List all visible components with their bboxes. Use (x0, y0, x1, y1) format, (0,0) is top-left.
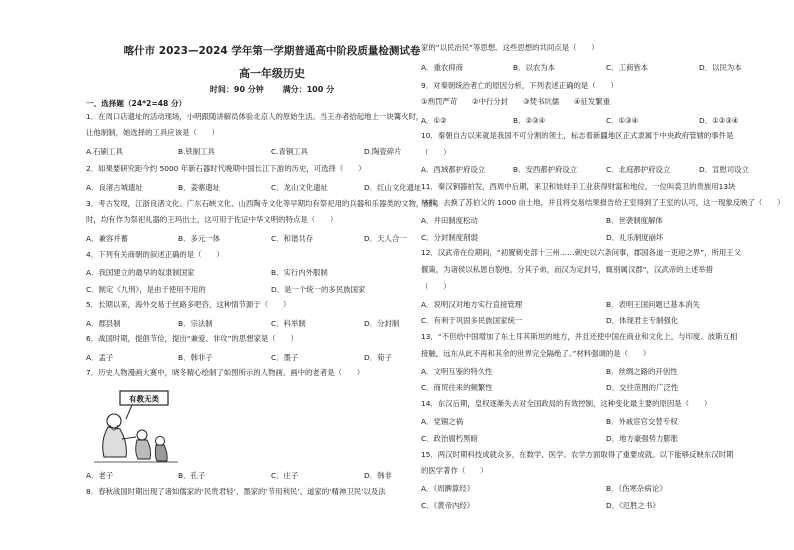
question-8-stem: 8．春秋战国时期出现了诸如儒家的‘民贵君轻’、墨家的‘节用利民’、道家的‘精神卫民’以及法 (86, 487, 386, 496)
question-9-items: ①刑罚严苛 ②中行分封 ③焚书坑儒 ④征发繁重 (421, 97, 611, 106)
question-11-stem: 林料，去换了苏伯父的 1000 亩土地，并且将交易结果报告给王室得到了王室的认可，这一现象反映了（ ） (421, 198, 785, 207)
question-9-option[interactable]: A．①② (421, 116, 447, 125)
question-2-option[interactable]: B．姜寨遗址 (178, 183, 221, 192)
question-11-option[interactable]: A．井田制度松动 (421, 216, 478, 225)
question-7-option[interactable]: C．庄子 (271, 471, 299, 480)
question-6-option[interactable]: C．墨子 (271, 353, 299, 362)
question-10-stem: （ ） (421, 148, 451, 157)
question-8-option[interactable]: C．工商皆本 (606, 63, 649, 72)
question-14-option[interactable]: A．党锢之祸 (421, 417, 464, 426)
question-2-option[interactable]: C．龙山文化遗址 (271, 183, 328, 192)
question-4-stem: 4．下列有关商朝的叙述正确的是（ ） (86, 250, 224, 259)
question-12-option[interactable]: B．表明王国问题已基本消失 (606, 300, 700, 309)
question-3-stem: 3．考古发现，江浙良渚文化、广东石峡文化、山西陶寺文化等早期均有祭祀用的兵器和乐器类的文物，而同 (86, 199, 439, 208)
question-10-option[interactable]: A．西域都护府设立 (421, 165, 486, 174)
section-heading: 一、选择题（24*2=48 分） (86, 99, 187, 108)
question-15-option[interactable]: C．《黄帝内经》 (421, 501, 475, 510)
exam-time: 时间：90 分钟 (209, 85, 264, 94)
cartoon-banner-text: 有教无类 (129, 394, 159, 404)
question-5-option[interactable]: C．科举制 (271, 319, 306, 328)
question-5-option[interactable]: D．分封制 (364, 319, 400, 328)
question-15-stem: 15．两汉时期科技成就众多，在数学、医学、农学方面取得了重要成就。以下能够反映东汉时期 (421, 450, 734, 459)
question-12-option[interactable]: C．有利于巩固多民族国家统一 (421, 316, 523, 325)
question-13-option[interactable]: D．交往范围的广泛性 (606, 383, 679, 392)
question-14-option[interactable]: D．地方豪强势力膨胀 (606, 434, 679, 443)
question-15-option[interactable]: D．《氾胜之书》 (606, 501, 660, 510)
question-9-stem: 9．对秦朝统治者亡的原因分析，下列表述正确的是（ ） (421, 81, 618, 90)
exam-meta (86, 84, 458, 95)
question-1-stem: 让他制制，她选择的工具应该是（ ） (86, 128, 220, 137)
question-3-option[interactable]: B．多元一体 (178, 234, 221, 243)
question-2-option[interactable]: A．良渚古城遗址 (86, 183, 143, 192)
question-8-option[interactable]: B．以农为本 (513, 63, 556, 72)
question-13-stem: 13．“不但给中国增加了东土耳其斯坦的地方，并且还使中国在商业和文化上，与印度、波斯互相 (421, 332, 738, 341)
question-14-stem: 14．东汉后期，皇权逐渐失去对全国政局的有效控制，这种变化最主要的原因是（ ） (421, 399, 712, 408)
question-15-option[interactable]: B．《伤寒杂病论》 (606, 484, 667, 493)
question-13-option[interactable]: C．商贸往来的频繁性 (421, 383, 493, 392)
exam-subtitle: 高一年级历史 (239, 67, 305, 80)
question-6-option[interactable]: A．孟子 (86, 353, 114, 362)
question-8-stem: 家的“以民治民”等思想。这些思想的共同点是（ ） (421, 43, 599, 52)
question-3-option[interactable]: C．和谐共存 (271, 234, 314, 243)
question-11-stem: 11．秦汉铜器拍发，西周中后期，来卫和娃娃手工业获得财富和地位，一位叫裘卫的贵族用13块 (421, 182, 736, 191)
question-1-option[interactable]: A.石刷工具 (86, 147, 123, 156)
question-12-option[interactable]: D．体现君主专制强化 (606, 316, 679, 325)
question-7-option[interactable]: D．韩非 (364, 471, 392, 480)
question-3-stem: 时，均有作为祭祀礼器的王玛出土，这可用于佐证中华文明的特点是（ ） (86, 215, 338, 224)
question-2-stem: 2．如果要研究距今约 5000 年新石器时代晚期中国长江下游的历史，可选择（ ） (86, 164, 366, 173)
question-1-option[interactable]: C.青铜工具 (271, 147, 309, 156)
question-11-option[interactable]: B．世袭制度解体 (606, 216, 663, 225)
question-6-stem: 6．战国时期，提倡节俭，提出“兼爱、非攻”的思想家是（ ） (86, 334, 298, 343)
question-8-option[interactable]: A．重农抑商 (421, 63, 464, 72)
question-12-stem: 偃策，为诸侯以私恩自裂地，分其子弟，而汉为定封号，辄别属汉郡”，汉武帝的上述举措 (421, 265, 714, 274)
question-12-option[interactable]: A．说明汉对地方实行直接管理 (421, 300, 523, 309)
question-10-option[interactable]: C．北庭都护府设立 (606, 165, 671, 174)
question-2-option[interactable]: D．红山文化遗址 (364, 183, 422, 192)
question-5-option[interactable]: B．宗法制 (178, 319, 213, 328)
confucius-cartoon-image (92, 385, 180, 465)
question-4-option[interactable]: A．我国建立的最早的奴隶制国家 (86, 268, 195, 277)
question-10-option[interactable]: B．安西都护府设立 (513, 165, 578, 174)
question-10-option[interactable]: D．宣慰司设立 (699, 165, 750, 174)
question-4-option[interactable]: B．实行内外服制 (271, 268, 328, 277)
question-3-option[interactable]: D．天人合一 (364, 234, 407, 243)
question-9-option[interactable]: D．①②③④ (699, 116, 739, 125)
question-14-option[interactable]: B．外戚宦官交替专权 (606, 417, 678, 426)
question-15-stem: 的医学著作（ ） (421, 466, 488, 475)
question-7-stem: 7．历史人物漫画大赛中，晓冬精心绘制了如图所示的人物画。画中的老者是（ ） (86, 368, 365, 377)
question-6-option[interactable]: D．荀子 (364, 353, 392, 362)
exam-title: 喀什市 2023—2024 学年第一学期普通高中阶段质量检测试卷 (123, 45, 421, 57)
question-1-option[interactable]: B.铁制工具 (178, 147, 215, 156)
question-11-option[interactable]: D．礼乐制度崩坏 (606, 233, 664, 242)
question-9-option[interactable]: B．②③④ (513, 116, 546, 125)
question-1-stem: 1．在周口店遗址的活动现场，小明跟随讲解员体验北京人的原始生活。当王亦者拾起地上一块篝火时， (86, 112, 424, 121)
question-8-option[interactable]: D．以民为本 (699, 63, 742, 72)
question-9-option[interactable]: C．①③④ (606, 116, 639, 125)
question-3-option[interactable]: A．兼容并蓄 (86, 234, 129, 243)
question-15-option[interactable]: A．《周髀算经》 (421, 484, 475, 493)
question-13-option[interactable]: B．丝绸之路的开创性 (606, 367, 678, 376)
exam-score: 满分：100 分 (282, 85, 335, 94)
question-7-option[interactable]: B．孔子 (178, 471, 206, 480)
question-4-option[interactable]: C．制定《九刑》，是由于使用不用的 (86, 285, 206, 294)
question-1-option[interactable]: D.陶瓷碎片 (364, 147, 402, 156)
question-13-stem: 接触。远东从此不再和其余的世界完全隔绝了。”材料强调的是（ ） (421, 349, 651, 358)
question-7-option[interactable]: A．老子 (86, 471, 114, 480)
question-6-option[interactable]: B．韩非子 (178, 353, 213, 362)
question-13-option[interactable]: A．文明互鉴的特久性 (421, 367, 493, 376)
question-12-stem: （ ） (421, 282, 451, 291)
question-10-stem: 10．秦朝自古以来就是我国不可分割的领土，标志着新疆地区正式隶属于中央政府管辖的事件是 (421, 131, 734, 140)
question-11-option[interactable]: C．分封制度削弱 (421, 233, 478, 242)
question-5-stem: 5．长期以来，海外交易于丝路多吧咨，这种情节源于（ ） (86, 300, 291, 309)
question-4-option[interactable]: D．是一个统一的多民族国家 (271, 285, 366, 294)
question-14-option[interactable]: C．政治腐朽黑暗 (421, 434, 478, 443)
question-5-option[interactable]: A．郡县制 (86, 319, 121, 328)
question-12-stem: 12．汉武帝在位期间，“初置刺史部十三州……刺史以六条问事，郡国各道一吏迎之界”，所用王父 (421, 248, 742, 257)
